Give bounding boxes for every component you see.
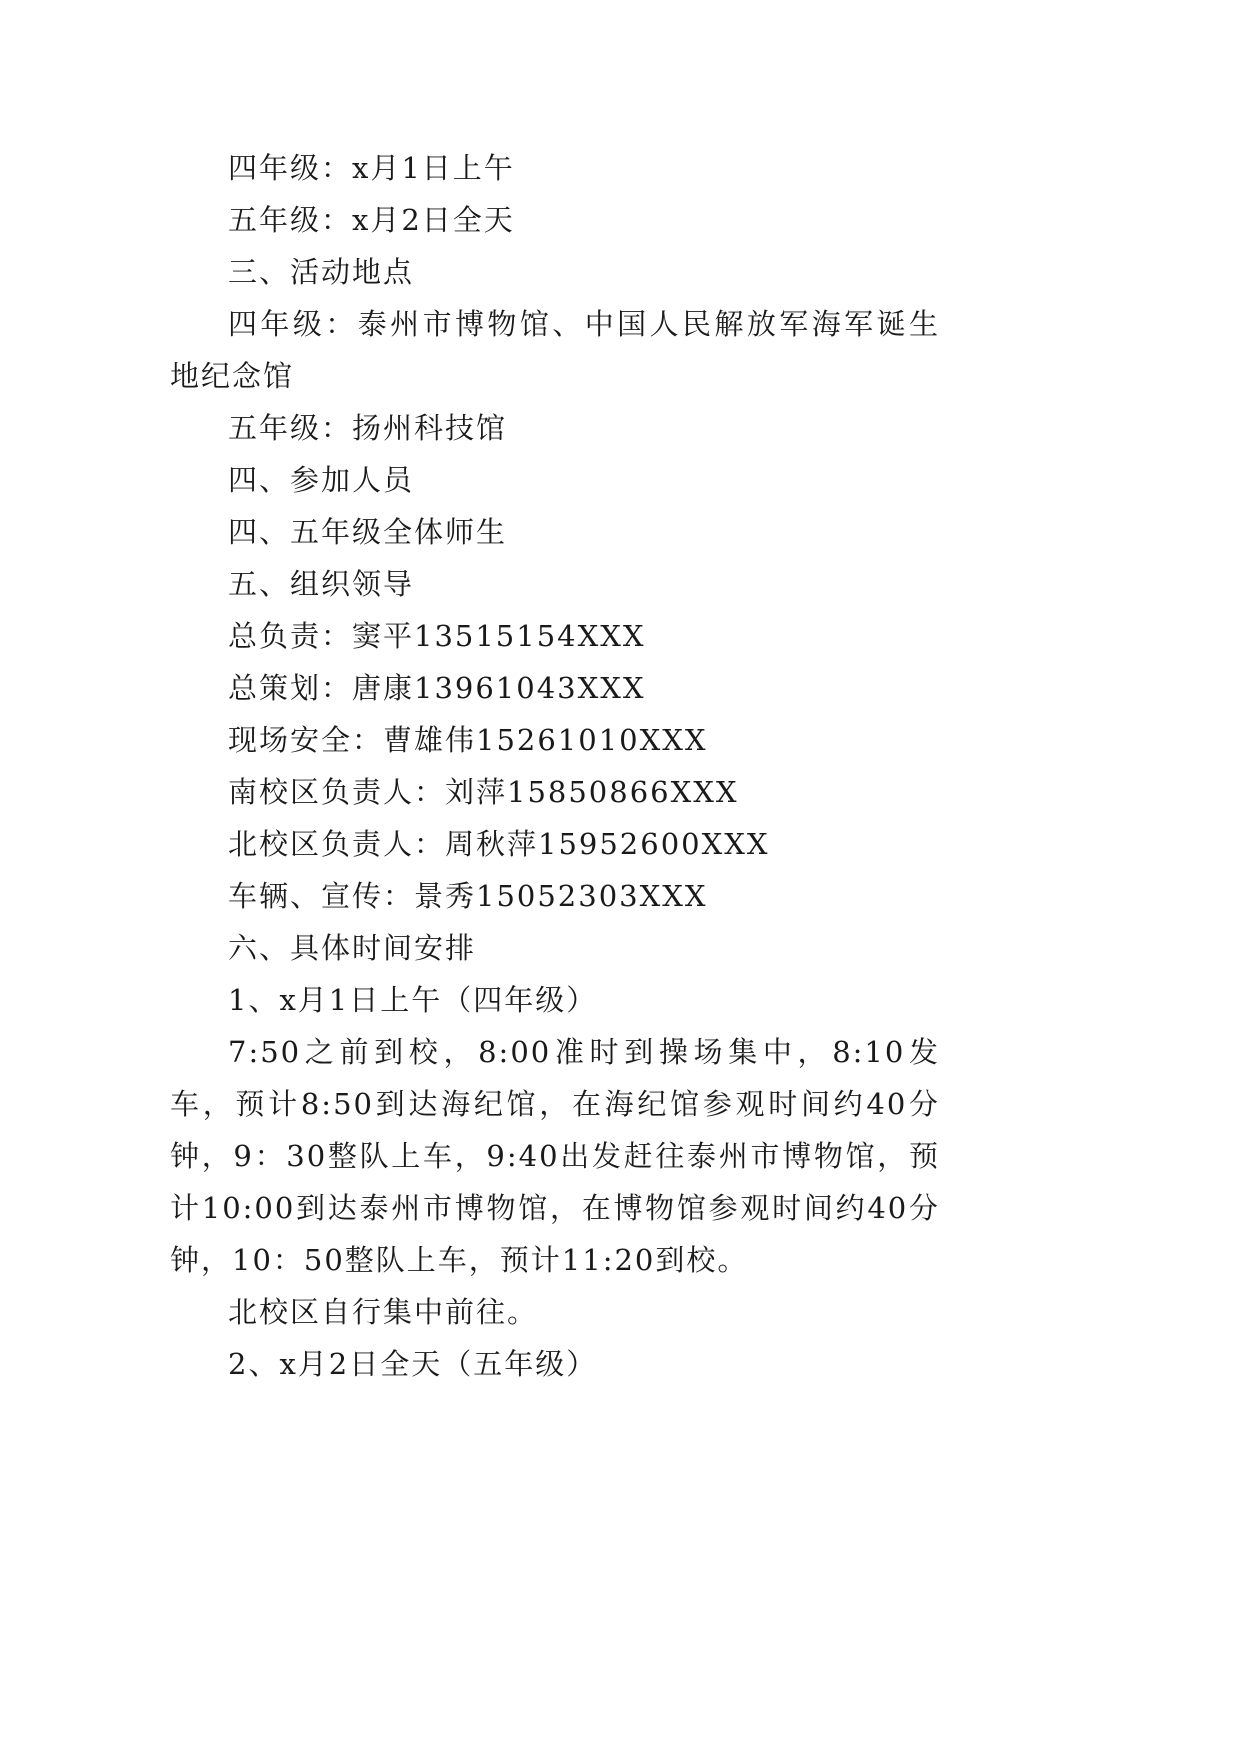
paragraph-south-campus-lead: 南校区负责人：刘萍15850866XXX xyxy=(228,775,739,809)
subheading-day2: 2、x月2日全天（五年级） xyxy=(228,1347,598,1381)
paragraph-vehicles-publicity: 车辆、宣传：景秀15052303XXX xyxy=(228,879,708,913)
paragraph-grade5-time: 五年级：x月2日全天 xyxy=(228,203,515,237)
document-body xyxy=(170,142,940,1390)
paragraph-north-campus-note: 北校区自行集中前往。 xyxy=(228,1295,539,1329)
heading-schedule: 六、具体时间安排 xyxy=(228,931,477,965)
paragraph-general-lead: 总负责：窦平13515154XXX xyxy=(228,619,646,653)
paragraph-grade4-location: 四年级：泰州市博物馆、中国人民解放军海军诞生地纪念馆 xyxy=(170,307,940,393)
subheading-day1: 1、x月1日上午（四年级） xyxy=(228,983,598,1017)
paragraph-north-campus-lead: 北校区负责人：周秋萍15952600XXX xyxy=(228,827,770,861)
heading-activity-location: 三、活动地点 xyxy=(228,255,415,289)
paragraph-participants: 四、五年级全体师生 xyxy=(228,515,508,549)
paragraph-grade4-time: 四年级：x月1日上午 xyxy=(228,151,515,185)
heading-participants: 四、参加人员 xyxy=(228,463,415,497)
paragraph-onsite-safety: 现场安全：曹雄伟15261010XXX xyxy=(228,723,708,757)
paragraph-day1-schedule: 7:50之前到校，8:00准时到操场集中，8:10发车，预计8:50到达海纪馆，在海纪馆参观时间约40分钟，9：30整队上车，9:40出发赶往泰州市博物馆，预计10:00到达泰州市博物馆，在博物馆参观时间约40分钟，10：50整队上车，预计11:20到校。 xyxy=(170,1035,940,1277)
paragraph-general-planner: 总策划：唐康13961043XXX xyxy=(228,671,646,705)
heading-organization: 五、组织领导 xyxy=(228,567,415,601)
paragraph-grade5-location: 五年级：扬州科技馆 xyxy=(228,411,508,445)
